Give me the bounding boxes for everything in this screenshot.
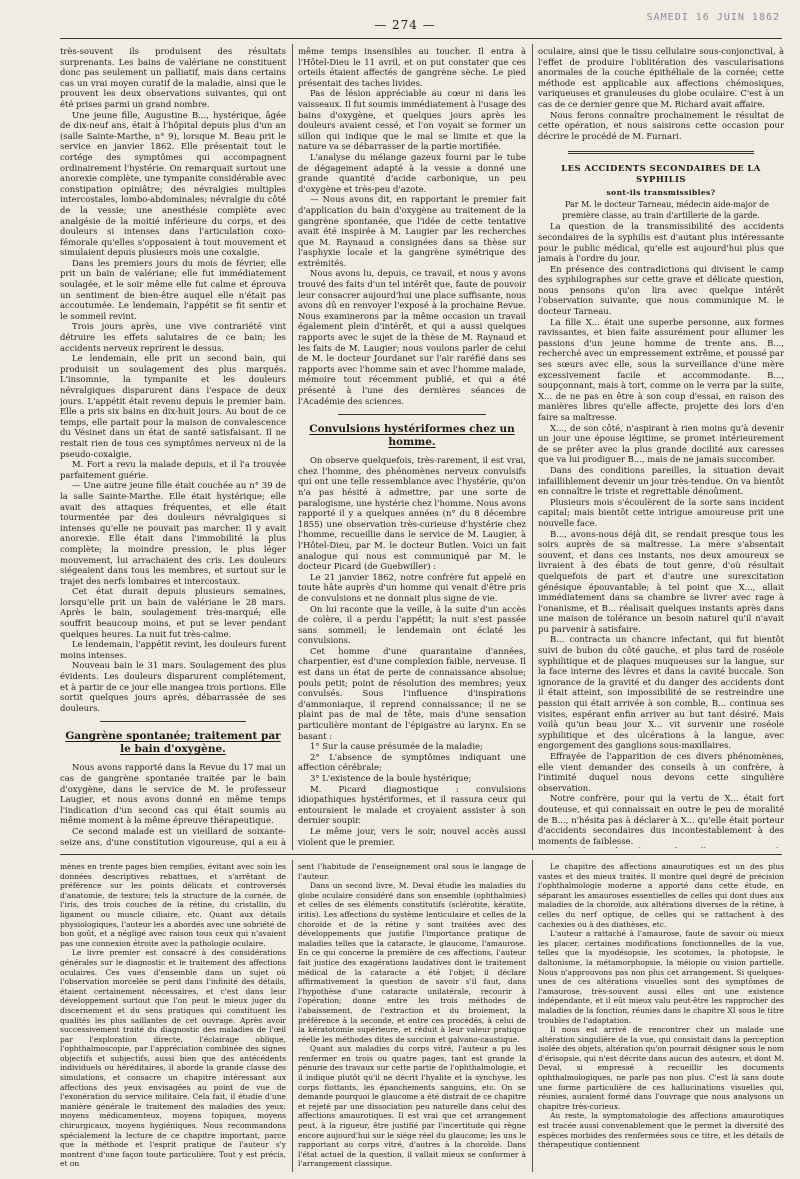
paragraph: très-souvent ils produisent des résultats surprenants. Les bains de valériane ne constituent donc pas seulement un palliatif, mais dans certains cas un vrai moyen curatif de la maladie, ainsi que le prouvent les deux observations suivantes, qui ont été prises parmi un grand nombre. — [60, 46, 286, 109]
paragraph: Une jeune fille, Augustine B..., hystérique, âgée de dix-neuf ans, était à l'hôpital depuis plus d'un an (salle Sainte-Marthe, n° 9), lorsque M. Beau prit le service en janvier 1862. Elle présentait tout le cortége des symptômes qui accompagnent ordinairement l'hystérie. On remarquait surtout une anorexie complète, une tympanite considérable avec constipation opiniâtre; des névralgies multiples intercostales, lombo-abdominales; névralgie du côté de la vessie; une anesthésie complète avec analgésie de la moitié inférieure du corps, et des douleurs si intenses dans l'articulation coxo-fémorale qu'elles s'opposaient à tout mouvement et simulaient depuis plusieurs mois une coxalgie. — [60, 109, 286, 258]
column-5 — [298, 862, 526, 1172]
paragraph: Quant aux maladies du corps vitré, l'auteur a pu les renfermer en trois ou quatre pages, tant est grande la pénurie des travaux sur cette partie de l'ophthalmologie, et il indique plutôt qu'il ne décrit l'hyalite et la synchyse, les corps flottants, les épanchements sanguins, etc. On se demande pourquoi le glaucome a été distrait de ce chapitre et rejeté par une dissociation peu naturelle dans celui des affections amaurotiques. Il est vrai que cet arrangement peut, à la rigueur, être justifié par l'incertitude qui règne encore aujourd'hui sur le siége réel du glaucome; les uns le rapportant au corps vitré, d'autres à la choroïde. Dans l'état actuel de la question, il vallait mieux se conformer à l'arrangement classique. — [298, 1044, 526, 1169]
paragraph: Le 21 janvier 1862, notre confrère fut appelé en toute hâte auprès d'un homme qui venait d'être pris de convulsions et ne donnait plus signe de vie. — [298, 571, 526, 603]
paragraph: sent l'habitude de l'enseignement oral sous le langage de l'auteur. — [298, 862, 526, 881]
paragraph: Pas de lésion appréciable au cœur ni dans les vaisseaux. Il fut soumis immédiatement à l'usage des bains d'oxygène, et quelques jours après les douleurs avaient cessé, et l'on voyait se former un sillon qui indique que le mal se limite et que la nature va se débarrasser de la partie mortifiée. — [298, 88, 526, 152]
paragraph — [298, 847, 526, 848]
column-1 — [60, 46, 286, 848]
paragraph: L'auteur a rattaché à l'amaurose, faute de savoir où mieux les placer, certaines modifications fonctionnelles de la vue, telles que la myodésopsie, les scotomes, la photopsie, le daltonisme, la métamorphopsie, la méiopie ou vision partielle. Nous n'approuvons pas non plus cet arrangement. Si quelques-unes de ces altérations visuelles sont des symptômes de l'amaurose, très-souvent aussi elles ont une existence indépendante, et il eût mieux valu peut-être les rapprocher des maladies de la fonction, réunies dans le chapitre XI sous le titre troubles de l'adaptation. — [538, 929, 784, 1025]
paragraph — [538, 846, 784, 848]
page-number: — 274 — — [374, 18, 436, 32]
column-3 — [538, 46, 784, 848]
paragraph: X..., de son côté, n'aspirant à rien moins qu'à devenir un jour une épouse légitime, se promet intérieurement de se prêter avec la plus grande docilité aux caresses que va lui prodiguer B..., mais de ne jamais succomber. — [538, 422, 784, 465]
paragraph: Dans un second livre, M. Deval étudie les maladies du globe oculaire considéré dans son ensemble (ophthalmies) et celles de ses éléments constitutifs (sclérotite, kératite, iritis). Les affections du système lenticulaire et celles de la choroïde et de la rétine y sont traitées avec des développements que justifie l'importance pratique de maladies telles que la cataracte, le glaucome, l'amaurose. En ce qui concerne la première de ces affections, l'auteur fait justice des exagérations laudatives dont le traitement médical de la cataracte a été l'objet; il déclare affirmativement la question de savoir s'il faut, dans l'hypothèse d'une cataracte unilatérale, recourir à l'opération; donne entre les trois méthodes de l'abaissement, de l'extraction et du broiement, la préférence à la seconde, et entre ces procédés, à celui de la kératotomie supérieure, et réduit à leur valeur pratique réelle les méthodes dites de succion et galvano-caustique. — [298, 881, 526, 1044]
paragraph: même temps insensibles au toucher. Il entra à l'Hôtel-Dieu le 11 avril, et on put constater que ces orteils étaient affectés de gangrène sèche. Le pied présentait des taches livides. — [298, 46, 526, 88]
paragraph: On observe quelquefois, très-rarement, il est vrai, chez l'homme, des phénomènes nerveux convulsifs qui ont une telle ressemblance avec l'hystérie, qu'on n'a pas hésité à admettre, par une sorte de paralogisme, une hystérie chez l'homme. Nous avons rapporté il y a quelques années (n° du 8 décembre 1855) une observation très-curieuse d'hystérie chez l'homme, recueillie dans le service de M. Laugier, à l'Hôtel-Dieu, par M. le docteur Butlen. Voici un fait analogue qui nous est communiqué par M. le docteur Picard (de Guebwiller) : — [298, 455, 526, 572]
paragraph: Nous ferons connaître prochainement le résultat de cette opération, et nous saisirons cette occasion pour décrire le procédé de M. Furnari. — [538, 109, 784, 141]
paragraph: On lui raconte que la veille, à la suite d'un accès de colère, il a perdu l'appétit; la nuit s'est passée sans sommeil; le lendemain ont éclaté les convulsions. — [298, 603, 526, 646]
paragraph: L'analyse du mélange gazeux fourni par le tube de dégagement adapté à la vessie a donné une grande quantité d'acide carbonique, un peu d'oxygène et très-peu d'azote. — [298, 151, 526, 194]
paragraph: Le même jour, vers le soir, nouvel accès aussi violent que le premier. — [298, 825, 526, 847]
paragraph: Le lendemain, l'appétit revint, les douleurs furent moins intenses. — [60, 639, 286, 660]
column-rule — [532, 44, 533, 850]
section-title-gangrene: Gangrène spontanée; traitement par le bain d'oxygène. — [65, 730, 281, 756]
paragraph: 2° L'absence de symptômes indiquant une affection cérébrale; — [298, 751, 526, 773]
paragraph: B... contracta un chancre infectant, qui fut bientôt suivi de bubon du côté gauche, et plus tard de roséole syphilitique et de plaques muqueuses sur la langue, sur la face interne des lèvres et dans la cavité buccale. Son ignorance de la gravité et du danger des accidents dont il était atteint, son impossibilité de se restreindre une passion qui était arrivée à son comble, B... continua ses visites, espérant enfin arriver au but tant désiré. Mais voilà qu'un beau jour X... vit survenir une roséole syphilitique et des ulcérations à la langue, avec engorgement des ganglions sous-maxillaires. — [538, 634, 784, 751]
page-header — [20, 12, 790, 34]
lower-section-rule — [60, 854, 782, 855]
section-title-convulsions: Convulsions hystériformes chez un homme. — [309, 423, 515, 449]
column-2 — [298, 46, 526, 848]
paragraph: Plusieurs mois s'écoulèrent de la sorte sans incident capital; mais bientôt cette intrigue amoureuse prit une nouvelle face. — [538, 496, 784, 528]
paragraph: — Une autre jeune fille était couchée au n° 39 de la salle Sainte-Marthe. Elle était hystérique; elle avait des attaques fréquentes, et elle était tourmentée par des douleurs névralgiques si intenses qu'elle ne pouvait pas marcher. Il y avait anorexie. Elle était dans l'immobilité la plus complète; la moindre pression, le plus léger mouvement, lui arrachaient des cris. Les douleurs siégeaient dans tous les membres, et surtout sur le trajet des nerfs lombaires et intercostaux. — [60, 480, 286, 586]
paragraph: Cet état durait depuis plusieurs semaines, lorsqu'elle prit un bain de valériane le 28 mars. Après le bain, soulagement très-marqué; elle souffrit beaucoup moins, et put se lever pendant quelques heures. La nuit fut très-calme. — [60, 586, 286, 639]
column-rule — [532, 860, 533, 1172]
paragraph: Il nous est arrivé de rencontrer chez un malade une altération singulière de la vue, qui consistait dans la perception isolée des objets, altération qu'on pourrait désigner sous le nom d'érisopsie, qui n'est décrite dans aucun des auteurs, et dont M. Deval, si empressé à recueillir les documents ophthalmologiques, ne parle pas non plus. C'est là sans doute une forme particulière de ces hallucinations visuelles qui, réunies, auraient formé dans l'ouvrage que nous analysons un chapitre très-curieux. — [538, 1025, 784, 1111]
paragraph: Trois jours après, une vive contrariété vint détruire les effets salutaires de ce bain; les accidents nerveux reprirent le dessus. — [60, 321, 286, 353]
paragraph: Ce second malade est un vieillard de soixante-seize ans, d'une constitution vigoureuse, qui a eu à — [60, 825, 286, 847]
paragraph: M. Picard diagnostique : convulsions idiopathiques hystériformes, et il rassura ceux qui entouraient le malade et croyaient assister à son dernier soupir. — [298, 783, 526, 826]
byline: Par M. le docteur Tarneau, médecin aide-major de première classe, au train d'artillerie de la garde. — [562, 200, 770, 220]
archive-stamp: SAMEDI 16 JUIN 1862 — [646, 12, 780, 23]
paragraph: Effrayée de l'apparition de ces divers phénomènes, elle vient demander des conseils à un confrère, à l'intimité duquel nous devons cette singulière observation. — [538, 751, 784, 793]
paragraph: B..., avons-nous déjà dit, se rendait presque tous les soirs auprès de sa maîtresse. La mère s'absentait souvent, et dans ces instants, nos deux amoureux se livraient à des ébats de tout genre, d'où résultait quelquefois de part et d'autre une surexcitation génésique épouvantable; à tel point que X..., allait immédiatement dans sa chambre se livrer avec rage à l'onanisme, et B... réalisait quelques instants après dans une maison de tolérance un besoin naturel qu'il n'avait pu parvenir à satisfaire. — [538, 528, 784, 634]
section-divider — [338, 414, 486, 415]
paragraph: Nous avons rapporté dans la Revue du 17 mai un cas de gangrène spontanée traitée par le bain d'oxygène, dans le service de M. le professeur Laugier, et nous avons donné en même temps l'indication d'un second cas qui était soumis au même moment à la même épreuve thérapeutique. — [60, 762, 286, 826]
column-rule — [292, 44, 293, 850]
paragraph: oculaire, ainsi que le tissu cellulaire sous-conjonctival, à l'effet de produire l'oblitération des vascularisations anormales de la couche épithéliale de la cornée; cette méthode est applicable aux affections chémosiques, variqueuses et granuleuses du globe oculaire. C'est à un cas de ce dernier genre que M. Richard avait affaire. — [538, 46, 784, 109]
section-subtitle: sont-ils transmissibles? — [606, 187, 716, 197]
paragraph: La fille X... était une superbe personne, aux formes ravissantes, et bien faite assurément pour allumer les passions d'un jeune homme de trente ans. B..., recherché avec un empressement extrême, et poussé par ses sœurs avec elle, sous la surveillance d'une mère excessivement facile et accommodante. B..., soupçonnant, mais à tort, comme on le verra par la suite, X... de ne pas en être à son coup d'essai, en raison des manières libres qu'elle affecte, projette des lors d'en faire sa maîtresse. — [538, 316, 784, 422]
section-divider — [568, 151, 754, 154]
paragraph: En présence des contradictions qui divisent le camp des syphilographes sur cette grave et délicate question, nous pensons qu'on lira avec quelque intérêt l'observation suivante, que nous communique M. le docteur Tarneau. — [538, 263, 784, 317]
paragraph: Au reste, la symptomatologie des affections amaurotiques est tracée aussi convenablement que le permet la diversité des espèces morbides des renfermées sous ce titre, et les détails de thérapeutique contiennent — [538, 1111, 784, 1150]
column-4 — [60, 862, 286, 1172]
section-divider — [100, 721, 246, 722]
paragraph: — Nous avons dit, en rapportant le premier fait d'application du bain d'oxygène au traitement de la gangrène spontanée, que l'idée de cette tentative avait été inspirée à M. Laugier par les recherches que M. Raynaud a consignées dans sa thèse sur l'asphyxie locale et la gangrène symétrique des extrémités. — [298, 194, 526, 268]
paragraph: Dans des conditions pareilles, la situation devait infailliblement devenir un jour très-tendue. On va bientôt en connaître le triste et regrettable dénoûment. — [538, 464, 784, 497]
section-title-syphilis: LES ACCIDENTS SECONDAIRES DE LA SYPHILIS — [561, 164, 761, 185]
header-rule — [60, 38, 782, 39]
paragraph: Nouveau bain le 31 mars. Soulagement des plus évidents. Les douleurs disparurent complétement, et à partir de ce jour elle mangea trois portions. Elle sortit quelques jours après, débarrassée de ses douleurs. — [60, 660, 286, 713]
paragraph: Cet homme d'une quarantaine d'années, charpentier, est d'une complexion faible, nerveuse. Il est dans un état de perte de connaissance absolue; pouls petit; point de résolution des membres; yeux convulsés. Sous l'influence d'inspirations d'ammoniaque, il reprend connaissance; il ne se plaint pas de mal de tête, mais d'une sensation particulière montant de l'épigastre au larynx. En se basant : — [298, 645, 526, 741]
paragraph: 3° L'existence de la boule hystérique; — [310, 773, 472, 783]
paragraph: Dans les premiers jours du mois de février, elle prit un bain de valériane; elle fut immédiatement soulagée, et le soir même elle fut calme et éprouva un sentiment de bien-être auquel elle n'était pas accoutumée. Le lendemain, l'appétit se fit sentir et le sommeil revint. — [60, 257, 286, 321]
paragraph: Nous avons lu, depuis, ce travail, et nous y avons trouvé des faits d'un tel intérêt que, faute de pouvoir leur consacrer aujourd'hui une place suffisante, nous avons dû en renvoyer l'exposé à la prochaine Revue. Nous examinerons par la même occasion un travail également plein d'intérêt, et qui a aussi quelques rapports avec le sujet de la thèse de M. Raynaud et les faits de M. Laugier; nous voulons parler de celui de M. le docteur Jourdanet sur l'air raréfié dans ses rapports avec l'homme sain et avec l'homme malade, mémoire tout récemment publié, et qui a été présenté à l'une des dernières séances de l'Académie des sciences. — [298, 268, 526, 406]
column-6 — [538, 862, 784, 1172]
paragraph: Le livre premier est consacré à des considérations générales sur le diagnostic et le traitement des affections oculaires. Ces vues d'ensemble dans un sujet où l'observation morcelée se perd dans l'infinité des détails, étaient certainement nécessaires, et c'est dans leur développement surtout que l'on peut le mieux juger du discernement et du sens pratiques qui constituent les qualités les plus saillantes de cet ouvrage. Après avoir successivement traité du diagnostic des maladies de l'œil par l'exploration directe, l'éclairage oblique, l'ophthalmoscopie, par l'appréciation combinée des signes objectifs et subjectifs, aussi bien que des antécédents individuels ou héréditaires, il aborde la grande classe des simulations, et consacre un chapitre intéressant aux affections des yeux envisagées au point de vue de l'exonération du service militaire. Cela fait, il étudie d'une manière générale le traitement des maladies des yeux: moyens médicamenteux, moyens topiques, moyens chirurgicaux, moyens hygiéniques. Nous recommandons spécialement la lecture de ce chapitre important, parce que la méthode et l'esprit pratique de l'auteur s'y montrent d'une façon toute particulière. Tout y est précis, et on — [60, 948, 286, 1169]
paragraph: mènes en trente pages bien remplies, évitant avec soin les données descriptives rebattues, et s'arrêtant de préférence sur les points délicats et controversés d'anatomie, de texture; tels la structure de la cornée, de l'iris, des trois couches de la rétine, du cristallin, du ligament ou muscle ciliaire, etc. Quant aux détails physiologiques, l'auteur les a abordés avec une sobriété de bon goût, et a négligé avec raison tous ceux qui n'avaient pas une connexion étroite avec la pathologie oculaire. — [60, 862, 286, 948]
paragraph: 1° Sur la cause présumée de la maladie; — [310, 741, 483, 752]
paragraph: Le lendemain, elle prit un second bain, qui produisit un soulagement des plus marqués. L'insomnie, la tympanite et les douleurs névralgiques disparurent dans l'espace de deux jours. L'appétit était revenu depuis le premier bain. Elle a pris six bains en dix-huit jours. Au bout de ce temps, elle partait pour la maison de convalescence du Vésinet dans un état de santé satisfaisant. Il ne restait rien de tous ces symptômes nerveux ni de la pseudo-coxalgie. — [60, 353, 286, 459]
paragraph: M. Fort a revu la malade depuis, et il l'a trouvée parfaitement guérie. — [60, 459, 286, 480]
paragraph: Le chapitre des affections amaurotiques est un des plus vastes et des mieux traités. Il montre quel degré de précision l'ophthalmologie moderne a apporté dans cette étude, en séparant les amauroses essentielles de celles qui dont dues aux maladies de la choroïde, aux altérations diverses de la rétine, à celles du nerf optique, de celles qui se rattachent à des cachexies ou à des diathèses, etc. — [538, 862, 784, 929]
column-rule — [292, 860, 293, 1172]
paragraph: Notre confrère, pour qui la vertu de X... était fort douteuse, et qui connaissait en outre le peu de moralité de B..., n'hésita pas à déclarer à X... qu'elle était porteur d'accidents secondaires dus incontestablement à des moments de faiblesse. — [538, 793, 784, 846]
paragraph: La question de la transmissibilité des accidents secondaires de la syphilis est d'autant plus intéressante pour le public médical, qu'elle est aujourd'hui plus que jamais à l'ordre du jour. — [538, 221, 784, 264]
